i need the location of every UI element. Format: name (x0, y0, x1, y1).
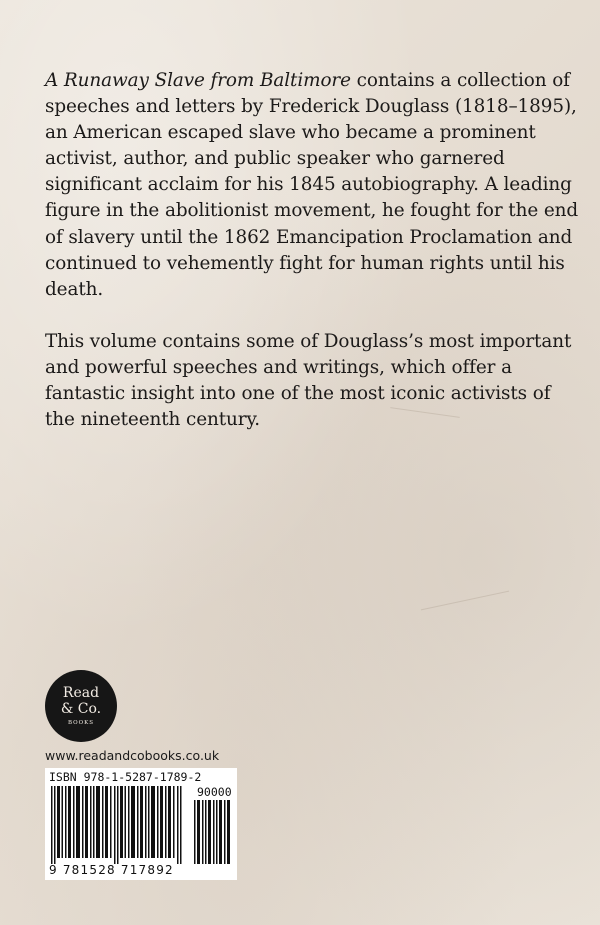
publisher-logo (45, 670, 117, 742)
price-code: 90000 (197, 785, 232, 799)
publisher-website: www.readandcobooks.co.uk (45, 748, 220, 763)
logo-line-books: BOOKS (67, 720, 95, 726)
back-cover-blurb (45, 68, 580, 459)
blurb-paragraph-1-text: contains a collection of speeches and letters by Frederick Douglass (1818–1895), an American escaped slave who became a prominent activist, author, and public speaker who garnered significant acclaim for his 1845 autobiography. A leading figure in the abolitionist movement, he fought for the end of slavery until the 1862 Emancipation Proclamation and continued to vehemently fight for human rights until his death. (45, 70, 579, 300)
book-title-italic: A Runaway Slave from Baltimore (45, 70, 351, 91)
logo-line-co: & Co. (60, 701, 102, 717)
isbn-barcode (45, 768, 237, 880)
blurb-paragraph-1 (45, 68, 580, 303)
blurb-paragraph-2: This volume contains some of Douglass’s most important and powerful speeches and writings, which offer a fantastic insight into one of the most iconic activists of the nineteenth century. (45, 330, 572, 431)
ean-digits: 9 781528 717892 (49, 863, 174, 877)
isbn-label: ISBN 978-1-5287-1789-2 (49, 770, 202, 784)
price-addon-bars (193, 800, 233, 864)
ean-barcode-bars (49, 786, 189, 864)
logo-line-read: Read (62, 685, 100, 701)
paper-texture-line (421, 591, 509, 611)
